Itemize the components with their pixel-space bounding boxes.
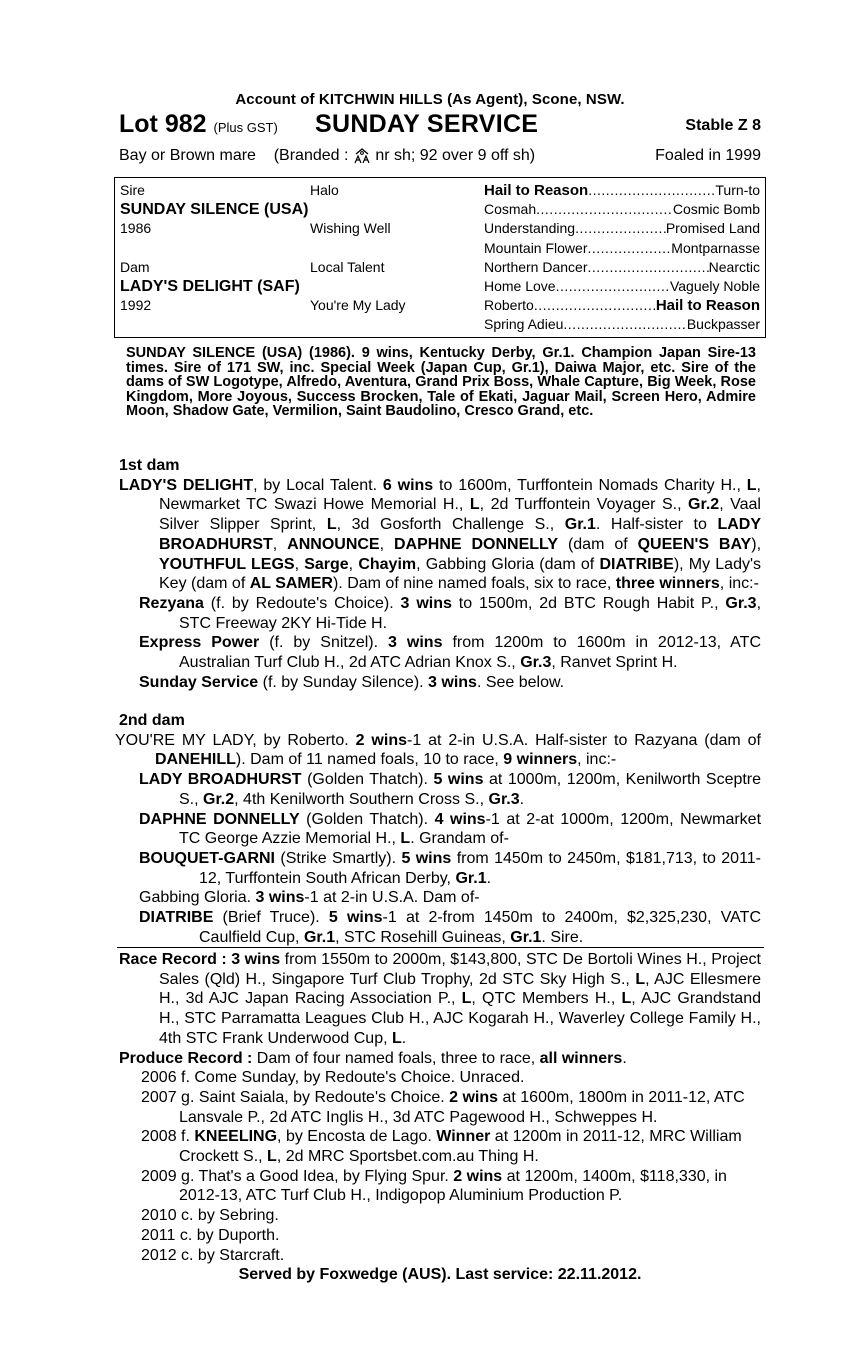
- second-dam-text: [115, 731, 761, 770]
- section-divider: [117, 947, 764, 948]
- bold-text: 9 winners: [503, 751, 578, 769]
- ancestor-sire-name: Montparnasse: [671, 239, 760, 256]
- bold-text: Gr.3: [488, 790, 520, 808]
- text: , QTC Members H.,: [471, 990, 622, 1008]
- pedigree-mid-cell: You're My Lady: [310, 297, 406, 314]
- pedigree-table: [114, 177, 766, 338]
- first-dam-progeny: [119, 594, 761, 693]
- ancestor-sire-name: Vaguely Noble: [669, 277, 760, 294]
- bold-text: Gr.3: [520, 654, 552, 672]
- text: . Grandam of-: [410, 830, 509, 848]
- text: ). Dam of 11 named foals, 10 to race,: [235, 751, 504, 769]
- bold-text: 5 wins: [401, 849, 452, 867]
- pedigree-right-row: [484, 200, 760, 219]
- pedigree-right-row: [484, 258, 760, 277]
- second-dam-heading: 2nd dam: [119, 712, 185, 729]
- text: , 2d Turffontein Voyager S.,: [479, 496, 689, 514]
- progeny-daphne-donnelly: [119, 810, 761, 849]
- pedigree-left-row: [120, 219, 480, 238]
- bold-text: Gr.1: [303, 928, 336, 946]
- text: ),: [751, 535, 762, 553]
- bold-text: Gr.1: [510, 928, 542, 946]
- produce-record: [119, 1049, 761, 1069]
- sire-summary: SUNDAY SILENCE (USA) (1986). 9 wins, Kentucky Derby, Gr.1. Champion Japan Sire-13 times. Sire of 171 SW, inc. Special Week (Japan Cup, Gr.1), Daiwa Major, etc. Sire of the dams of SW Logotype, Alfredo, Aventura, Grand Prix Boss, Whale Capture, Big Week, Rose Kingdom, More Joyous, Success Brocken, Tale of Ekati, Jaguar Mail, Screen Hero, Admire Moon, Shadow Gate, Vermilion, Saint Baudolino, Cresco Grand, etc.: [126, 345, 756, 419]
- bold-text: AL SAMER: [249, 575, 333, 593]
- ancestor-name: Northern Dancer: [484, 258, 588, 275]
- pedigree-right-row: [484, 315, 760, 334]
- text: 2008 f.: [141, 1128, 195, 1146]
- text: .: [486, 869, 492, 887]
- text: , by Local Talent.: [253, 476, 383, 494]
- produce-entry: [119, 1127, 761, 1166]
- leader-dots: [575, 219, 666, 238]
- bold-text: 2 wins: [355, 731, 407, 749]
- pedigree-right-row: [484, 277, 760, 296]
- bold-text: L: [267, 1148, 277, 1166]
- text: (f. by Snitzel).: [259, 634, 389, 652]
- leader-dots: [563, 315, 686, 334]
- ancestor-name: Mountain Flower: [484, 239, 588, 256]
- text: , Vaal Silver Slipper Sprint,: [159, 496, 761, 534]
- bold-text: 2 wins: [449, 1088, 499, 1106]
- bold-text: BOUQUET-GARNI: [139, 849, 275, 867]
- pedigree-left-column: [120, 181, 480, 335]
- pedigree-left-cell: 1992: [120, 297, 152, 314]
- text: (Golden Thatch).: [299, 810, 435, 828]
- pedigree-left-cell: 1986: [120, 220, 152, 237]
- progeny-entry: [119, 594, 761, 633]
- text: ,: [348, 555, 359, 573]
- text: .: [401, 1029, 407, 1047]
- produce-entry: [119, 1088, 761, 1127]
- text: ,: [272, 535, 288, 553]
- pedigree-mid-cell: Halo: [310, 182, 339, 198]
- description-part-a: Bay or Brown mare (Branded :: [119, 147, 353, 164]
- account-line: Account of KITCHWIN HILLS (As Agent), Scone, NSW.: [235, 91, 625, 108]
- leader-dots: [588, 181, 715, 200]
- pedigree-mid-cell: Wishing Well: [310, 220, 391, 237]
- progeny-bouquet-garni: [119, 849, 761, 888]
- bold-text: L: [400, 830, 411, 848]
- bold-text: Chayim: [358, 555, 417, 573]
- bold-text: ANNOUNCE: [287, 535, 380, 553]
- pedigree-left-row: [120, 258, 480, 277]
- bold-text: Gr.2: [688, 496, 720, 514]
- bold-text: Gr.1: [564, 516, 596, 534]
- text: Gabbing Gloria.: [139, 889, 256, 907]
- progeny-entry: [119, 633, 761, 672]
- text: Dam of four named foals, three to race,: [252, 1049, 540, 1067]
- text: -1 at 2-from 1450m to 2400m, $2,325,230, VATC Caulfield Cup,: [199, 909, 761, 946]
- ancestor-name: Hail to Reason: [484, 182, 589, 199]
- text: 2009 g. That's a Good Idea, by Flying Spur.: [141, 1167, 454, 1185]
- bold-text: Sunday Service: [139, 673, 259, 691]
- text: 2007 g. Saint Saiala, by Redoute's Choice.: [141, 1088, 450, 1106]
- pedigree-right-row: [484, 219, 760, 238]
- bold-text: LADY BROADHURST: [159, 516, 762, 553]
- bold-text: Rezyana: [139, 594, 204, 612]
- text: ,: [379, 535, 394, 553]
- bold-text: Gr.2: [203, 790, 235, 808]
- bold-text: Gr.3: [725, 594, 757, 612]
- text: -1 at 2-in U.S.A. Half-sister to Razyana (dam of: [407, 731, 762, 749]
- plus-gst-note: (Plus GST): [213, 120, 278, 135]
- horse-name: SUNDAY SERVICE: [315, 110, 539, 138]
- bold-text: Produce Record :: [119, 1049, 253, 1067]
- bold-text: QUEEN'S BAY: [637, 535, 752, 553]
- text: 2010 c. by Sebring.: [141, 1207, 279, 1225]
- text: at 1200m, 1400m, $118,330, in 2012-13, ATC Turf Club H., Indigopop Aluminium Production P.: [179, 1167, 727, 1205]
- produce-entry: [119, 1246, 761, 1266]
- text: from 1550m to 2000m, $143,800, STC De Bortoli Wines H., Project Sales (Qld) H., Singapore Turf Club Trophy, 2d STC Sky High S.,: [159, 951, 761, 988]
- text: , inc:-: [719, 575, 759, 593]
- bold-text: 3 wins: [428, 673, 477, 691]
- text: from 1450m to 2450m, $181,713, to 2011-12, Turffontein South African Derby,: [199, 849, 762, 887]
- text: , STC Freeway 2KY Hi-Tide H.: [179, 594, 762, 632]
- ancestor-sire-name: Promised Land: [665, 220, 760, 237]
- ancestor-name: Roberto: [484, 297, 534, 314]
- bold-text: DAPHNE DONNELLY: [393, 535, 559, 553]
- brand-mark-icon: [353, 147, 371, 168]
- bold-text: L: [326, 516, 337, 534]
- leader-dots: [588, 239, 672, 258]
- bold-text: L: [621, 990, 632, 1008]
- pedigree-left-row: [120, 200, 480, 219]
- progeny-entry: [119, 673, 761, 693]
- ancestor-sire-name: Hail to Reason: [655, 297, 760, 315]
- text: , AJC Grandstand H., STC Parramatta Leagues Club H., AJC Kogarah H., Waverley College Family H., 4th STC Frank Underwood Cup,: [159, 990, 761, 1047]
- first-dam-text: [119, 476, 761, 594]
- progeny-gabbing-gloria: [119, 888, 761, 908]
- pedigree-left-row: [120, 296, 480, 315]
- description-line: [119, 147, 761, 168]
- bold-text: L: [469, 496, 480, 514]
- bold-text: LADY'S DELIGHT: [119, 476, 254, 494]
- ancestor-name: Spring Adieu: [484, 316, 564, 333]
- text: at 1000m, 1200m, Kenilworth Sceptre S.,: [179, 771, 762, 808]
- bold-text: L: [461, 990, 472, 1008]
- text: , inc:-: [577, 751, 617, 769]
- text: , Ranvet Sprint H.: [551, 654, 678, 672]
- bold-text: L: [746, 476, 757, 494]
- bold-text: L: [635, 970, 646, 988]
- bold-text: 3 wins: [388, 634, 443, 652]
- bold-text: YOUTHFUL LEGS: [159, 555, 295, 573]
- pedigree-left-row: [120, 239, 480, 258]
- bold-text: all winners: [539, 1049, 623, 1067]
- text: .: [622, 1049, 627, 1067]
- text: ,: [294, 555, 305, 573]
- ancestor-sire-name: Buckpasser: [686, 316, 760, 333]
- text: ). Dam of nine named foals, six to race,: [332, 575, 616, 593]
- text: 2012 c. by Starcraft.: [141, 1246, 285, 1264]
- pedigree-left-row: [120, 315, 480, 334]
- pedigree-left-cell: Sire: [120, 182, 145, 198]
- bold-text: 3 wins: [255, 889, 305, 907]
- leader-dots: [556, 277, 670, 296]
- pedigree-left-row: [120, 277, 480, 296]
- pedigree-right-row: [484, 296, 760, 315]
- pedigree-left-cell: LADY'S DELIGHT (SAF): [120, 277, 300, 295]
- pedigree-right-row: [484, 181, 760, 200]
- ancestor-sire-name: Cosmic Bomb: [672, 201, 760, 218]
- text: at 1600m, 1800m in 2011-12, ATC Lansvale P., 2d ATC Inglis H., 3d ATC Pagewood H., Schweppes H.: [179, 1088, 745, 1126]
- stable-number: Stable Z 8: [685, 117, 761, 134]
- first-dam-section: [119, 456, 761, 692]
- bold-text: Express Power: [139, 634, 260, 652]
- bold-text: DIATRIBE: [599, 555, 674, 573]
- text: . Half-sister to: [595, 516, 718, 534]
- bold-text: DANEHILL: [155, 751, 236, 769]
- bold-text: Winner: [436, 1128, 491, 1146]
- pedigree-right-column: [484, 181, 760, 335]
- text: at 1200m in 2011-12, MRC William Crockett S.,: [179, 1128, 742, 1166]
- bold-text: KNEELING: [194, 1128, 278, 1146]
- text: from 1200m to 1600m in 2012-13, ATC Australian Turf Club H., 2d ATC Adrian Knox S.,: [179, 634, 761, 672]
- text: ), My Lady's Key (dam of: [159, 555, 762, 593]
- text: , Gabbing Gloria (dam of: [416, 555, 600, 573]
- text: .: [519, 790, 525, 808]
- text: (Brief Truce).: [213, 909, 329, 927]
- foaled-year: Foaled in 1999: [655, 147, 761, 164]
- text: (f. by Sunday Silence).: [258, 673, 429, 691]
- second-dam-section: [115, 711, 762, 947]
- pedigree-right-row: [484, 239, 760, 258]
- produce-entry: [119, 1206, 761, 1226]
- pedigree-left-cell: Dam: [120, 258, 150, 275]
- ancestor-name: Cosmah: [484, 201, 537, 218]
- bold-text: 5 wins: [433, 771, 484, 789]
- produce-entry: [119, 1167, 761, 1206]
- text: , AJC Ellesmere H., 3d AJC Japan Racing Association P.,: [159, 970, 762, 1008]
- text: , STC Rosehill Guineas,: [335, 928, 511, 946]
- bold-text: DAPHNE DONNELLY: [139, 810, 300, 828]
- lot-label: Lot 982: [119, 110, 207, 138]
- text: . Sire.: [541, 928, 584, 946]
- ancestor-name: Home Love: [484, 277, 556, 294]
- text: . See below.: [476, 673, 565, 691]
- produce-entry: [119, 1068, 761, 1088]
- bold-text: L: [392, 1029, 402, 1047]
- pedigree-mid-cell: Local Talent: [310, 258, 385, 275]
- bold-text: three winners: [615, 575, 720, 593]
- text: , 3d Gosforth Challenge S.,: [336, 516, 565, 534]
- text: -1 at 2-at 1000m, 1200m, Newmarket TC George Azzie Memorial H.,: [179, 810, 762, 848]
- text: (Golden Thatch).: [301, 771, 434, 789]
- lot-number: [119, 110, 278, 139]
- served-note: Served by Foxwedge (AUS). Last service: 22.11.2012.: [238, 1266, 642, 1284]
- pedigree-left-cell: SUNDAY SILENCE (USA): [120, 201, 309, 219]
- text: (dam of: [558, 535, 638, 553]
- produce-entry: [119, 1226, 761, 1246]
- text: -1 at 2-in U.S.A. Dam of-: [304, 889, 480, 907]
- pedigree-left-row: [120, 181, 480, 200]
- bold-text: Race Record : 3 wins: [119, 951, 281, 968]
- lot-line: [119, 110, 761, 142]
- description-part-b: nr sh; 92 over 9 off sh): [370, 147, 536, 164]
- progeny-lady-broadhurst: [119, 770, 761, 809]
- bold-text: 4 wins: [434, 810, 486, 828]
- race-record: [119, 950, 761, 1049]
- text: YOU'RE MY LADY, by Roberto.: [115, 731, 356, 749]
- text: (f. by Redoute's Choice).: [203, 594, 401, 612]
- text: (Strike Smartly).: [275, 849, 402, 867]
- leader-dots: [536, 200, 673, 219]
- text: to 1600m, Turffontein Nomads Charity H.,: [433, 476, 747, 494]
- text: to 1500m, 2d BTC Rough Habit P.,: [451, 594, 726, 612]
- text: , 2d MRC Sportsbet.com.au Thing H.: [276, 1148, 539, 1166]
- bold-text: 6 wins: [382, 476, 434, 494]
- leader-dots: [534, 296, 656, 315]
- first-dam-heading: 1st dam: [119, 457, 180, 474]
- text: , Newmarket TC Swazi Howe Memorial H.,: [159, 476, 761, 514]
- text: , by Encosta de Lago.: [277, 1128, 437, 1146]
- text: , 4th Kenilworth Southern Cross S.,: [234, 790, 489, 808]
- ancestor-sire-name: Turn-to: [715, 182, 760, 198]
- bold-text: 5 wins: [328, 909, 383, 927]
- text: 2006 f. Come Sunday, by Redoute's Choice. Unraced.: [141, 1069, 525, 1087]
- bold-text: 3 wins: [400, 594, 452, 612]
- ancestor-name: Understanding: [484, 220, 576, 237]
- produce-list: [119, 1068, 761, 1265]
- bold-text: 2 wins: [453, 1167, 503, 1185]
- bold-text: DIATRIBE: [139, 909, 214, 927]
- ancestor-sire-name: Nearctic: [708, 258, 760, 275]
- progeny-diatribe: [119, 908, 761, 947]
- bold-text: Gr.1: [455, 869, 487, 887]
- bold-text: Sarge: [304, 555, 349, 573]
- leader-dots: [588, 258, 709, 277]
- records-section: [119, 950, 761, 1285]
- text: 2011 c. by Duporth.: [141, 1226, 280, 1244]
- bold-text: LADY BROADHURST: [139, 771, 302, 789]
